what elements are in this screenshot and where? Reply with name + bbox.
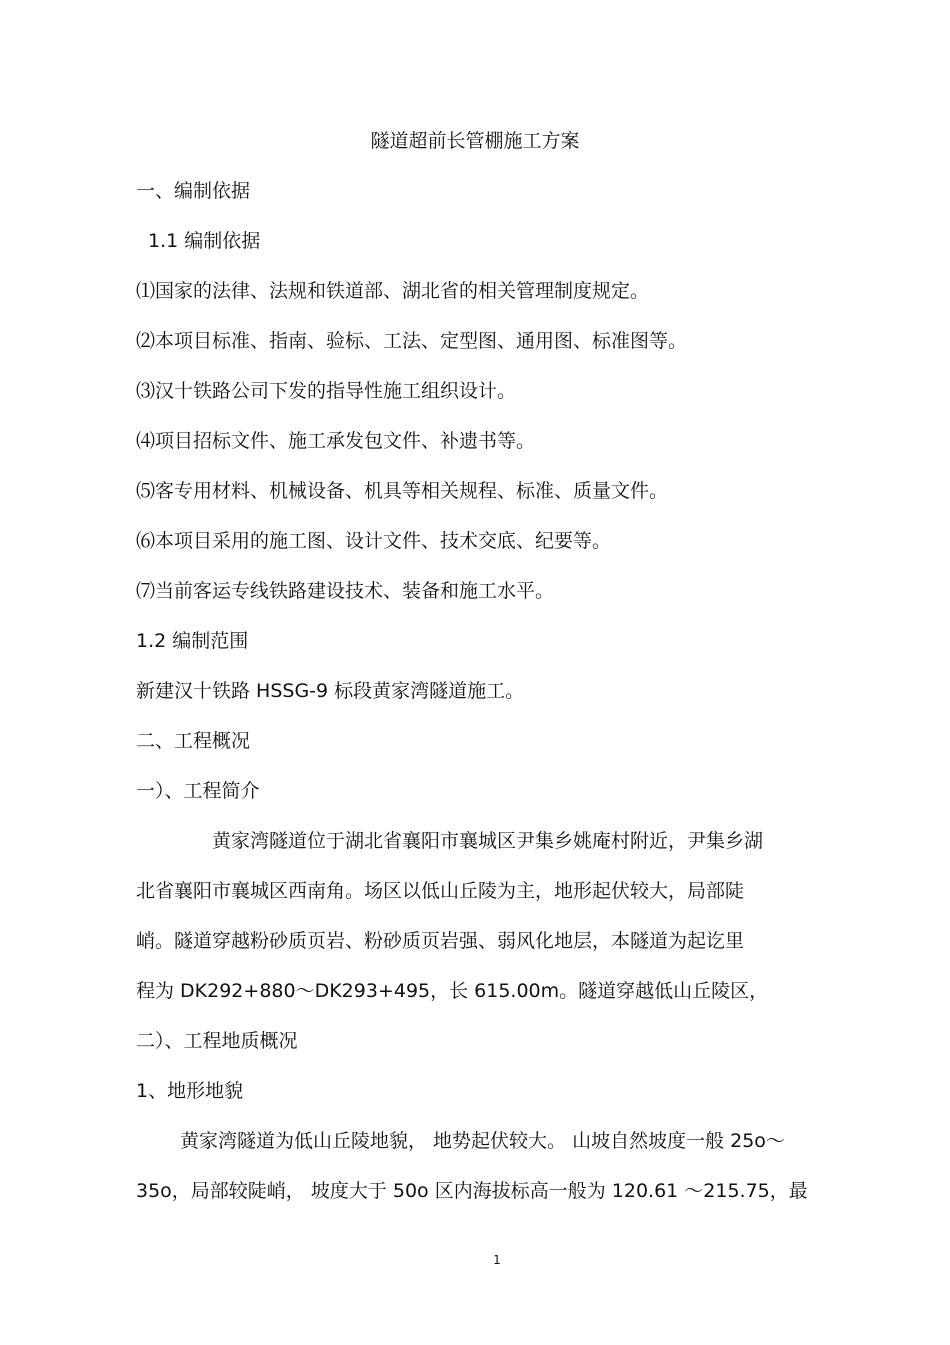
heading-2-project-overview: 二、工程概况 <box>136 730 251 752</box>
subheading-landform: 1、地形地貌 <box>136 1080 244 1102</box>
landform-paragraph-line-1: 黄家湾隧道为低山丘陵地貌， 地势起伏较大。 山坡自然坡度一般 25o～ <box>180 1130 785 1152</box>
subheading-1-1-compilation-basis: 1.1 编制依据 <box>148 230 261 252</box>
paragraph-line-2: 北省襄阳市襄城区西南角。场区以低山丘陵为主，地形起伏较大，局部陡 <box>136 880 745 902</box>
list-item-4: ⑷项目招标文件、施工承发包文件、补遗书等。 <box>136 430 536 452</box>
list-item-5: ⑸客专用材料、机械设备、机具等相关规程、标准、质量文件。 <box>136 480 669 502</box>
paragraph-line-3: 峭。隧道穿越粉砂质页岩、粉砂质页岩强、弱风化地层，本隧道为起讫里 <box>136 930 745 952</box>
scope-text: 新建汉十铁路 HSSG-9 标段黄家湾隧道施工。 <box>136 680 525 702</box>
subheading-geology-overview: 二）、工程地质概况 <box>136 1030 298 1052</box>
document-title: 隧道超前长管棚施工方案 <box>370 130 580 152</box>
list-item-2: ⑵本项目标准、指南、验标、工法、定型图、通用图、标准图等。 <box>136 330 688 352</box>
list-item-6: ⑹本项目采用的施工图、设计文件、技术交底、纪要等。 <box>136 530 612 552</box>
list-item-3: ⑶汉十铁路公司下发的指导性施工组织设计。 <box>136 380 517 402</box>
page-number: 1 <box>493 1253 501 1267</box>
paragraph-line-1: 黄家湾隧道位于湖北省襄阳市襄城区尹集乡姚庵村附近，尹集乡湖 <box>212 830 764 852</box>
list-item-1: ⑴国家的法律、法规和铁道部、湖北省的相关管理制度规定。 <box>136 280 650 302</box>
landform-paragraph-line-2: 35o，局部较陡峭， 坡度大于 50o 区内海拔标高一般为 120.61 ～215.75，最 <box>136 1180 808 1202</box>
subheading-project-intro: 一）、工程简介 <box>136 780 260 802</box>
paragraph-line-4: 程为 DK292+880～DK293+495，长 615.00m。隧道穿越低山丘陵区， <box>136 980 769 1002</box>
list-item-7: ⑺当前客运专线铁路建设技术、装备和施工水平。 <box>136 580 555 602</box>
subheading-1-2-compilation-scope: 1.2 编制范围 <box>136 630 249 652</box>
heading-1-compilation-basis: 一、编制依据 <box>136 180 251 202</box>
